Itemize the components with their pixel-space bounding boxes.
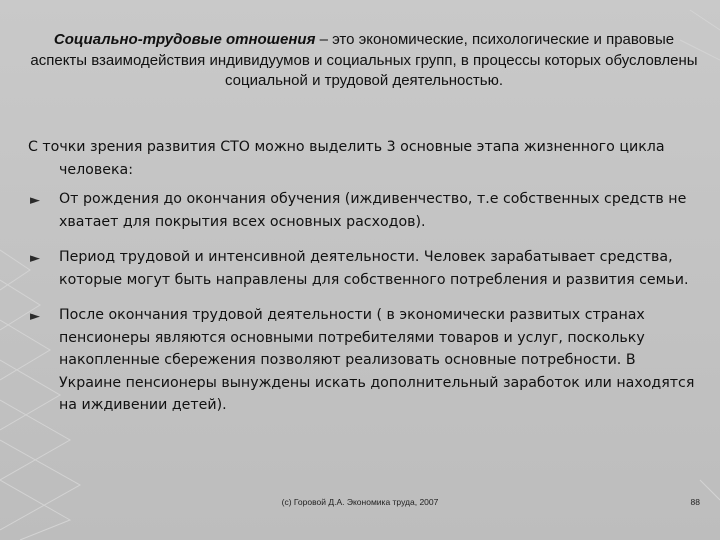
page-number: 88	[690, 497, 700, 507]
body-text	[28, 136, 700, 430]
list-item	[28, 304, 700, 417]
footer-credit: (c) Горовой Д.А. Экономика труда, 2007	[281, 497, 439, 507]
definition-term: Социально-трудовые отношения	[53, 31, 316, 48]
definition-text: – это экономические, психологические и правовые аспекты взаимодействия индивидуумов и социальных групп, в процессы которых обусловлены социальной и трудовой деятельностью.	[30, 31, 698, 89]
list-item-text: От рождения до окончания обучения (иждивенчество, т.е собственных средств не хватает для покрытия всех основных расходов).	[59, 191, 687, 230]
triangle-right-icon: ►	[30, 251, 40, 266]
definition-paragraph	[26, 30, 702, 92]
triangle-right-icon: ►	[30, 193, 40, 208]
triangle-right-icon: ►	[30, 309, 40, 324]
list-item-text: После окончания трудовой деятельности ( в экономически развитых странах пенсионеры являются основными потребителями товаров и услуг, поскольку накопленные сбережения позволяют реализовать основные потребности. В Украине пенсионеры вынуждены искать дополнительный заработок или находятся на иждивении детей).	[59, 307, 695, 413]
intro-text: С точки зрения развития СТО можно выделить 3 основные этапа жизненного цикла человека:	[28, 139, 665, 178]
list-item	[28, 188, 700, 233]
list-item-text: Период трудовой и интенсивной деятельности. Человек зарабатывает средства, которые могут быть направлены для собственного потребления и развития семьи.	[59, 249, 689, 288]
list-item	[28, 246, 700, 291]
